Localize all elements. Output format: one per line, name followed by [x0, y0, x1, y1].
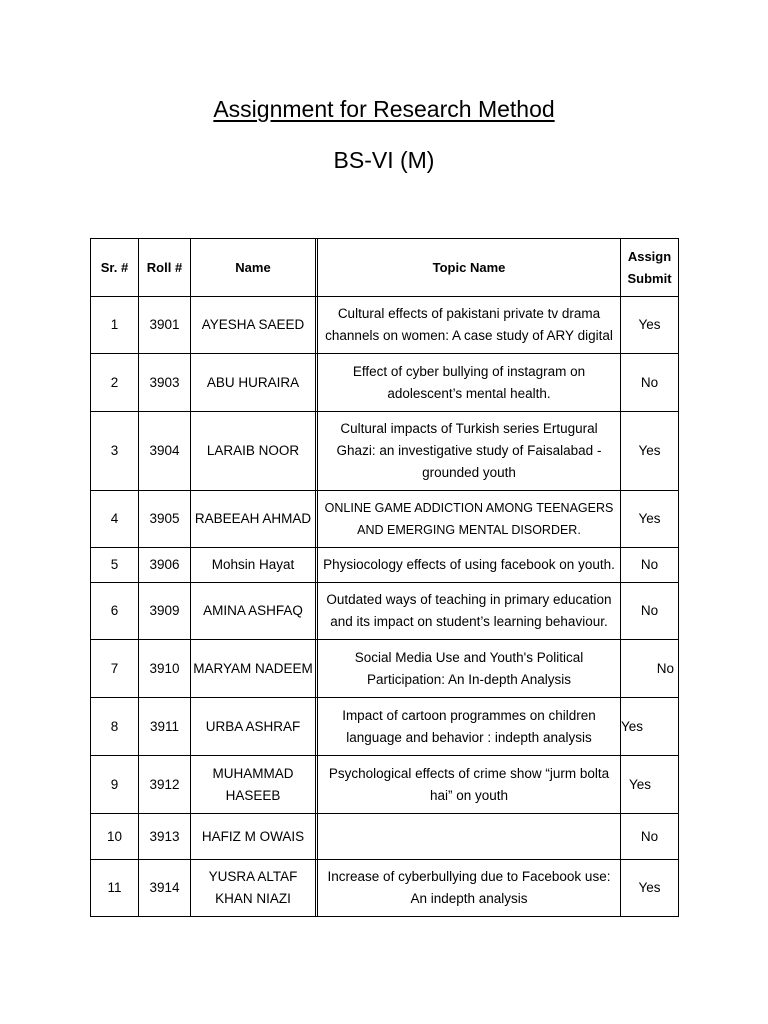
cell-topic: Social Media Use and Youth's Political Participation: An In-depth Analysis	[315, 640, 620, 697]
cell-name: LARAIB NOOR	[190, 412, 315, 490]
cell-topic: ONLINE GAME ADDICTION AMONG TEENAGERS AND EMERGING MENTAL DISORDER.	[315, 491, 620, 547]
document-subtitle: BS-VI (M)	[333, 147, 435, 173]
cell-sr: 2	[110, 374, 119, 390]
cell-sr: 1	[110, 317, 119, 332]
cell-roll: 3914	[138, 860, 190, 916]
cell-submit: Yes	[620, 412, 678, 490]
cell-topic: Psychological effects of crime show “jurm bolta hai” on youth	[315, 756, 620, 813]
cell-sr: 3	[110, 443, 119, 458]
table-row	[90, 756, 679, 814]
cell-roll: 3904	[138, 412, 190, 490]
cell-roll: 3911	[138, 698, 190, 755]
cell-submit: Yes	[620, 756, 678, 813]
cell-submit: No	[620, 583, 678, 639]
cell-sr: 5	[110, 557, 119, 572]
cell-name: URBA ASHRAF	[190, 698, 315, 755]
cell-roll: 3906	[138, 548, 190, 582]
cell-topic: Physiocology effects of using facebook on youth.	[315, 548, 620, 582]
cell-submit: No	[620, 548, 678, 582]
cell-sr: 9	[110, 776, 119, 792]
header-name: Name	[190, 239, 315, 296]
table-row	[90, 354, 679, 412]
cell-submit: Yes	[620, 860, 678, 916]
cell-sr: 8	[110, 718, 119, 734]
cell-sr: 4	[110, 511, 119, 526]
cell-roll: 3913	[138, 814, 190, 859]
cell-name: ABU HURAIRA	[190, 354, 315, 411]
cell-topic: Impact of cartoon programmes on children language and behavior : indepth analysis	[315, 698, 620, 755]
cell-roll: 3901	[138, 297, 190, 353]
table-row	[90, 814, 679, 860]
header-roll: Roll #	[138, 239, 190, 296]
table-row	[90, 583, 679, 640]
cell-submit: No	[620, 814, 678, 859]
table-row	[90, 491, 679, 548]
cell-topic: Outdated ways of teaching in primary education and its impact on student’s learning behaviour.	[315, 583, 620, 639]
cell-sr: 7	[110, 660, 119, 676]
cell-roll: 3909	[138, 583, 190, 639]
cell-sr: 10	[106, 828, 123, 844]
table-header-row	[90, 238, 679, 297]
cell-submit: No	[620, 354, 678, 411]
cell-topic: Cultural impacts of Turkish series Ertugural Ghazi: an investigative study of Faisalabad - grounded youth	[315, 412, 620, 490]
cell-topic: Cultural effects of pakistani private tv drama channels on women: A case study of ARY digital	[315, 297, 620, 353]
cell-roll: 3912	[138, 756, 190, 813]
table-row	[90, 860, 679, 917]
assignment-table	[90, 238, 679, 917]
cell-name: RABEEAH AHMAD	[190, 491, 315, 547]
cell-submit: Yes	[620, 297, 678, 353]
header-submit: Assign Submit	[620, 239, 678, 296]
cell-name: MUHAMMAD HASEEB	[190, 756, 315, 813]
table-row	[90, 640, 679, 698]
cell-submit: No	[620, 640, 678, 697]
cell-roll: 3903	[138, 354, 190, 411]
cell-name: AYESHA SAEED	[190, 297, 315, 353]
cell-roll: 3905	[138, 491, 190, 547]
cell-name: YUSRA ALTAF KHAN NIAZI	[190, 860, 315, 916]
cell-topic: Increase of cyberbullying due to Facebook use: An indepth analysis	[315, 860, 620, 916]
cell-name: HAFIZ M OWAIS	[190, 814, 315, 859]
cell-roll: 3910	[138, 640, 190, 697]
cell-sr: 6	[110, 603, 119, 618]
cell-topic: Effect of cyber bullying of instagram on adolescent’s mental health.	[315, 354, 620, 411]
cell-submit: Yes	[620, 698, 678, 755]
cell-name: Mohsin Hayat	[190, 548, 315, 582]
document-title: Assignment for Research Method	[213, 96, 555, 122]
table-row	[90, 297, 679, 354]
header-sr: Sr. #	[100, 259, 129, 275]
table-row	[90, 698, 679, 756]
cell-topic	[315, 814, 620, 859]
table-row	[90, 412, 679, 491]
table-row	[90, 548, 679, 583]
cell-name: AMINA ASHFAQ	[190, 583, 315, 639]
cell-submit: Yes	[620, 491, 678, 547]
header-topic: Topic Name	[315, 239, 620, 296]
cell-sr: 11	[107, 880, 122, 895]
cell-name: MARYAM NADEEM	[190, 640, 315, 697]
